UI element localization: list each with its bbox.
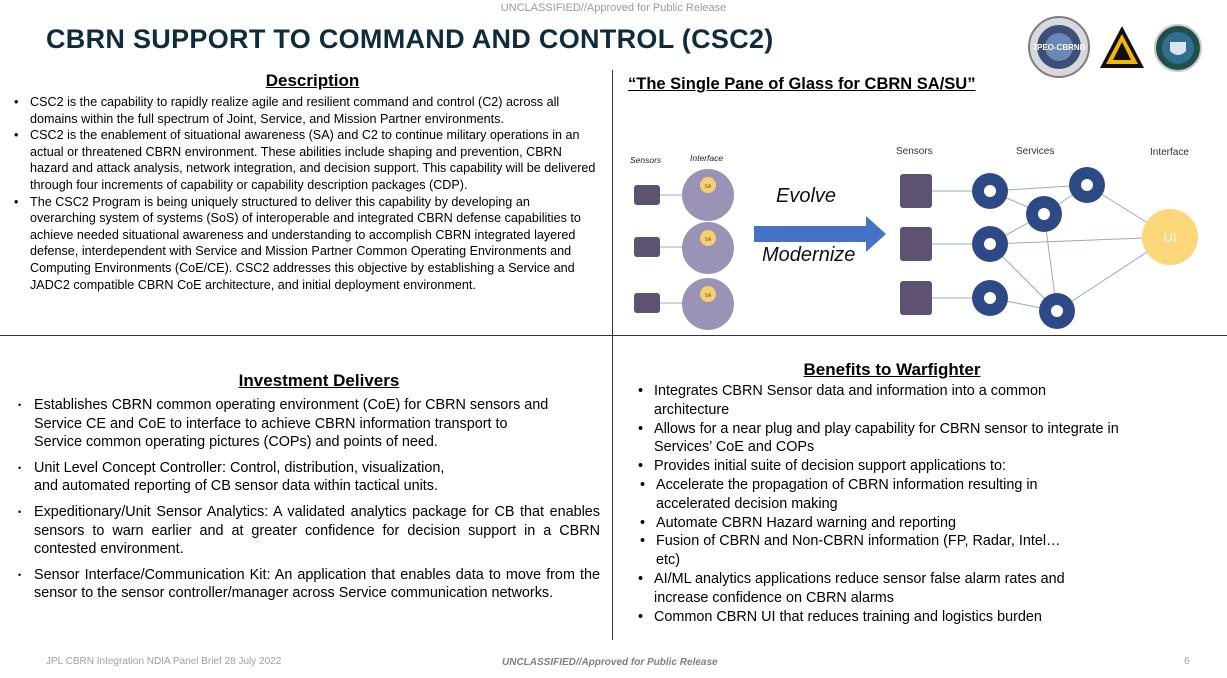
benefit-bullet: • AI/ML analytics applications reduce sensor false alarm rates and increase confidence on CBRN alarms [638,570,1084,608]
benefit-bullet-text: Provides initial suite of decision support applications to: [654,458,1006,475]
benefit-bullet: • Integrates CBRN Sensor data and information into a common architecture [638,382,1064,420]
benefit-bullet: • Allows for a near plug and play capability for CBRN sensor to integrate in Services’ CoE and COPs [638,420,1134,458]
interface-badge: SA [704,293,712,299]
benefit-sub-list [640,476,1158,570]
sensor-server-icon [900,281,932,315]
sensor-server-icon [900,174,932,208]
benefits-heading: Benefits to Warfighter [803,360,981,379]
description-list [14,94,599,293]
footer-source: JPL CBRN Integration NDIA Panel Brief 28 July 2022 [46,656,282,667]
right-interface-label: Interface [1150,147,1189,158]
jpeo-cbrnd-seal-icon [1028,16,1090,78]
server-icon [634,293,660,313]
left-interface-label: Interface [690,153,724,163]
army-acquisition-icon [1098,24,1146,70]
investment-bullet: • Establishes CBRN common operating environment (CoE) for CBRN sensors and Service CE and CoE to interface to achieve CBRN information transport to Service common operating pictures (COPs) and points of need. [18,396,554,452]
legacy-row-2 [634,222,734,274]
server-icon [634,237,660,257]
interface-device-icon [682,278,734,330]
horizontal-divider [0,335,1227,336]
benefit-sub-bullet: • Accelerate the propagation of CBRN information resulting in accelerated decision making [640,476,1056,514]
classification-banner-bottom: UNCLASSIFIED//Approved for Public Release [502,657,718,668]
investment-heading: Investment Delivers [238,371,400,390]
description-bullet: • CSC2 is the capability to rapidly realize agile and resilient command and control (C2) across all domains within the full spectrum of Joint, Service, and Mission Partner environments. [14,94,599,127]
right-services-label: Services [1016,146,1055,157]
description-bullet: • CSC2 is the enablement of situational awareness (SA) and C2 to continue military operations in an actual or threatened CBRN environment. These abilities include shaping and prevention, CBRN hazard and attack analysis, network integration, and decision support. This capability will be delivered through four increments of capability or capability description packages (CDP). [14,127,599,193]
sensor-server-icon [900,227,932,261]
interface-device-icon [682,222,734,274]
classification-banner-top: UNCLASSIFIED//Approved for Public Release [500,2,727,14]
right-sensors-label: Sensors [896,146,933,157]
modernize-label: Modernize [762,244,856,266]
investment-bullet: • Sensor Interface/Communication Kit: An application that enables data to move from the sensor to the sensor controller/manager across Service communication networks. [18,566,600,603]
benefit-bullet [638,457,1158,570]
description-heading: Description [265,71,360,90]
architecture-diagram [614,130,1226,335]
benefit-bullet: • Common CBRN UI that reduces training and logistics burden [638,608,1158,627]
vertical-divider [612,70,613,640]
interface-badge: SA [704,184,712,190]
ui-node-label: UI [1163,230,1177,245]
single-pane-heading: “The Single Pane of Glass for CBRN SA/SU” [628,75,976,93]
page-number: 6 [1184,656,1190,667]
investment-bullet: • Expeditionary/Unit Sensor Analytics: A validated analytics package for CB that enables sensors to warn earlier and at greater confidence for decision support in a CBRN contested environment. [18,503,600,559]
benefit-sub-bullet: • Fusion of CBRN and Non-CBRN information (FP, Radar, Intel… etc) [640,532,1076,570]
investment-bullet: • Unit Level Concept Controller: Control, distribution, visualization, and automated reporting of CB sensor data within tactical units. [18,459,464,496]
benefits-list [638,382,1158,626]
command-crest-icon [1154,24,1202,72]
slide-title: CBRN SUPPORT TO COMMAND AND CONTROL (CSC2) [46,24,774,54]
interface-badge: SA [704,237,712,243]
evolve-label: Evolve [776,185,837,207]
investment-list [18,396,600,610]
benefit-sub-bullet: • Automate CBRN Hazard warning and reporting [640,514,1158,533]
seal-text: JPEO-CBRND [1032,43,1086,52]
legacy-row-1 [634,169,734,221]
description-bullet: • The CSC2 Program is being uniquely structured to deliver this capability by developing an overarching system of systems (SoS) of interoperable and integrated CBRN defense capabilities to achieve needed situational awareness and understanding to accomplish CBRN integrated layered defense, interdependent with Service and Mission Partner Common Operating Environments and Computing Environments (CoE/CE). CSC2 addresses this objective by establishing a Service and JADC2 compatible CBRN CoE architecture, and initial deployment environment. [14,194,599,294]
interface-device-icon [682,169,734,221]
server-icon [634,185,660,205]
left-sensors-label: Sensors [630,155,662,165]
legacy-row-3 [634,278,734,330]
